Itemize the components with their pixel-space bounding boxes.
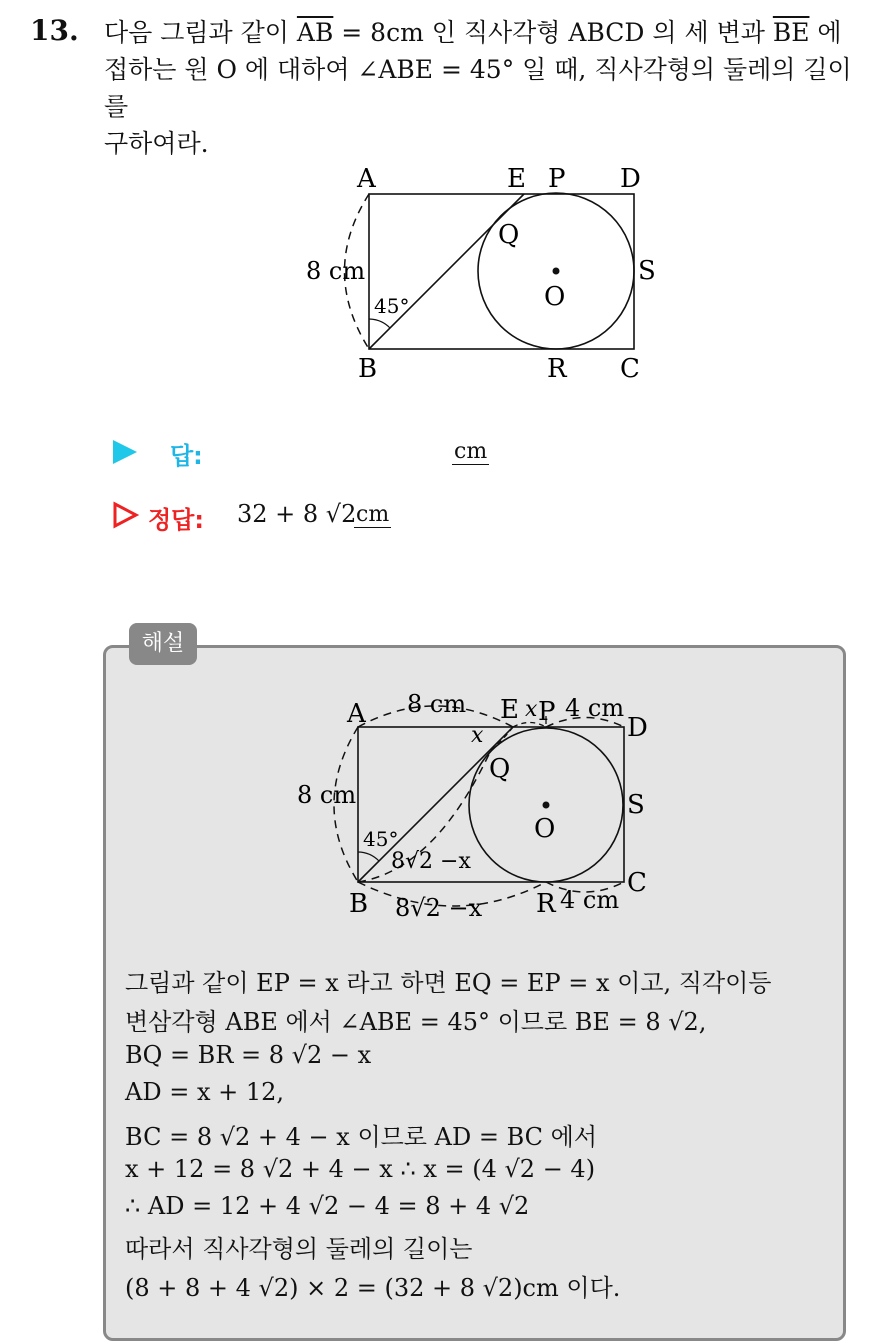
label-b: B xyxy=(358,354,378,384)
label-a: A xyxy=(357,164,376,194)
answer-unit: cm xyxy=(454,439,488,464)
solution-line: BC = 8 √2 + 4 − x 이므로 AD = BC 에서 xyxy=(125,1123,598,1151)
label-o: O xyxy=(544,282,566,312)
label-angle: 45° xyxy=(363,827,399,851)
label-x-diag: x xyxy=(471,723,484,748)
solution-line: x + 12 = 8 √2 + 4 − x ∴ x = (4 √2 − 4) xyxy=(125,1155,596,1183)
angle-arc xyxy=(369,319,390,328)
solution-figure xyxy=(285,680,665,930)
label-side-length: 8 cm xyxy=(306,257,366,285)
label-bottom-rc: 4 cm xyxy=(560,886,620,914)
label-top-pd: 4 cm xyxy=(565,694,625,722)
correct-unit: cm xyxy=(356,502,390,527)
question-line-1: 다음 그림과 같이 $\overline{AB} = 8cm$ 인 직사각형 ABCD 의 세 변과 $\overline{BE}$ 에 xyxy=(104,18,842,47)
label-s: S xyxy=(638,256,656,286)
label-bottom-expr: 8√2 −x xyxy=(395,894,483,922)
solution-line: 그림과 같이 EP = x 라고 하면 EQ = EP = x 이고, 직각이등 xyxy=(125,969,772,997)
correct-value: 32 + 8 √2 xyxy=(237,500,357,528)
solution-line: BQ = BR = 8 √2 − x xyxy=(125,1041,372,1069)
label-r: R xyxy=(547,354,567,384)
label-c: C xyxy=(620,354,640,384)
label-diag-expr: 8√2 −x xyxy=(391,849,471,874)
answer-input[interactable] xyxy=(230,438,445,468)
label-top-ae: 8 cm xyxy=(407,690,467,718)
question-line-3: 구하여라. xyxy=(104,129,209,158)
question-text xyxy=(104,14,864,162)
center-point xyxy=(553,268,560,275)
play-arrow-icon xyxy=(113,440,137,464)
label-a: A xyxy=(347,699,366,729)
solution-line: ∴ AD = 12 + 4 √2 − 4 = 8 + 4 √2 xyxy=(125,1192,530,1220)
solution-line: 따라서 직사각형의 둘레의 길이는 xyxy=(125,1235,473,1263)
solution-line: AD = x + 12, xyxy=(125,1078,285,1106)
answer-label: 답: xyxy=(170,442,203,470)
label-x-top: x xyxy=(525,697,538,722)
outline-arrow-icon xyxy=(112,501,140,529)
label-q: Q xyxy=(498,220,520,250)
label-side-length: 8 cm xyxy=(297,781,357,809)
question-number: 13. xyxy=(30,14,79,47)
label-p: P xyxy=(548,164,566,194)
question-line-2: 접하는 원 O 에 대하여 ∠ABE = 45° 일 때, 직사각형의 둘레의 길이를 xyxy=(104,55,852,121)
correct-label: 정답: xyxy=(148,506,204,534)
center-point xyxy=(543,802,550,809)
solution-line: (8 + 8 + 4 √2) × 2 = (32 + 8 √2)cm 이다. xyxy=(125,1274,621,1302)
angle-arc xyxy=(358,852,379,861)
label-q: Q xyxy=(489,754,511,784)
solution-line: 변삼각형 ABE 에서 ∠ABE = 45° 이므로 BE = 8 √2, xyxy=(125,1008,707,1036)
label-p: P xyxy=(538,697,556,727)
label-d: D xyxy=(627,713,648,743)
label-e: E xyxy=(500,695,519,725)
question-figure xyxy=(290,155,670,395)
label-e: E xyxy=(507,164,526,194)
label-r: R xyxy=(536,889,556,919)
label-s: S xyxy=(627,790,645,820)
label-d: D xyxy=(620,164,641,194)
label-o: O xyxy=(534,814,556,844)
label-b: B xyxy=(349,889,369,919)
label-angle: 45° xyxy=(374,294,410,318)
solution-tag: 해설 xyxy=(129,623,197,665)
label-c: C xyxy=(627,868,647,898)
